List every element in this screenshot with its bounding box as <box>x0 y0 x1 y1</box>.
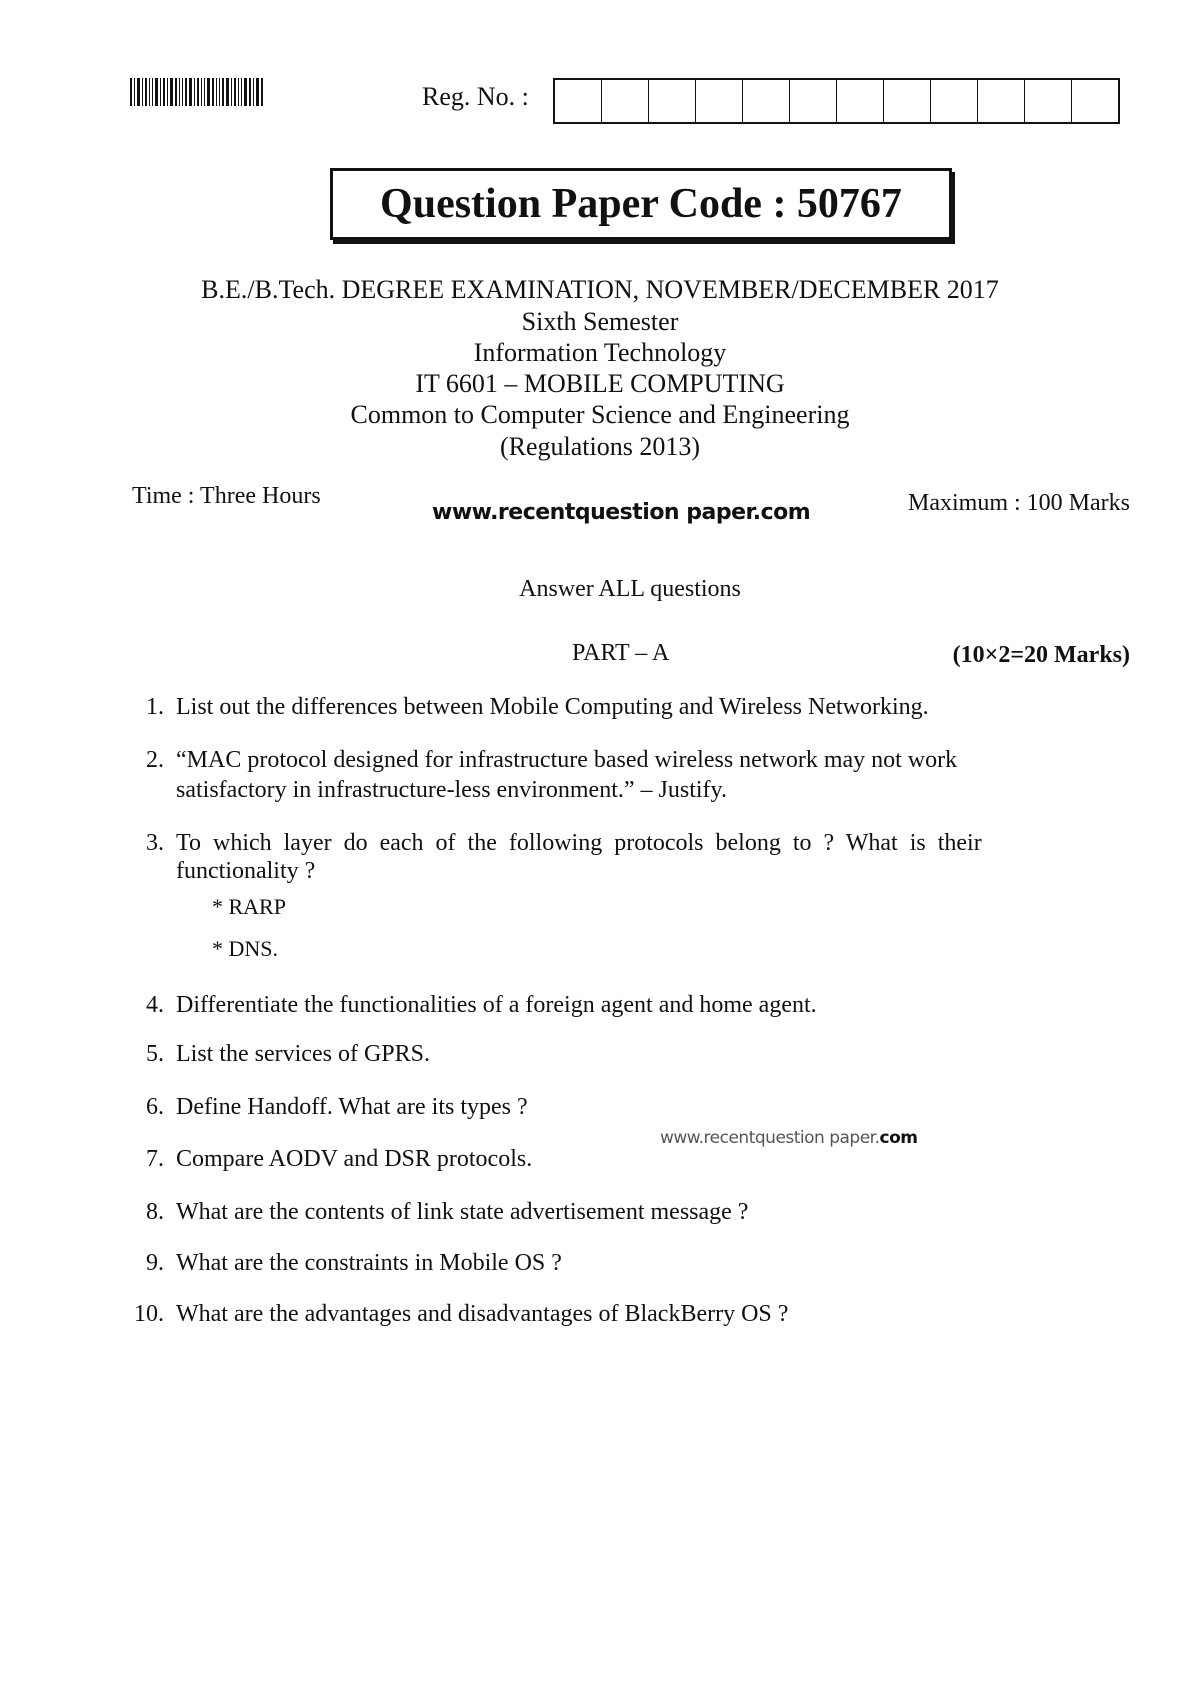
question-number: 6. <box>146 1094 164 1120</box>
watermark <box>660 1128 918 1148</box>
question-number: 2. <box>146 747 164 773</box>
protocol-item: * DNS. <box>212 936 279 961</box>
question-number: 3. <box>146 830 164 856</box>
question-text: “MAC protocol designed for infrastructure based wireless network may not work <box>176 747 958 773</box>
department: Information Technology <box>473 338 727 367</box>
reg-box[interactable] <box>884 80 931 122</box>
question-text: What are the contents of link state advertisement message ? <box>176 1199 749 1225</box>
part-title: PART – A <box>572 640 670 666</box>
question-text: Differentiate the functionalities of a foreign agent and home agent. <box>176 992 817 1018</box>
question-number: 8. <box>146 1199 164 1225</box>
question-number: 9. <box>146 1250 164 1276</box>
question-text: List out the differences between Mobile Computing and Wireless Networking. <box>176 694 929 720</box>
question-number: 5. <box>146 1041 164 1067</box>
question-text: What are the constraints in Mobile OS ? <box>176 1250 562 1276</box>
regulations: (Regulations 2013) <box>499 432 701 461</box>
question-number: 10. <box>134 1301 164 1327</box>
question-text: List the services of GPRS. <box>176 1041 430 1067</box>
common-to: Common to Computer Science and Engineering <box>350 400 850 429</box>
instruction: Answer ALL questions <box>519 576 741 602</box>
reg-no-label: Reg. No. : <box>422 82 529 111</box>
barcode <box>130 78 290 106</box>
reg-box[interactable] <box>790 80 837 122</box>
exam-title: B.E./B.Tech. DEGREE EXAMINATION, NOVEMBER/DECEMBER 2017 <box>201 275 999 304</box>
exam-time: Time : Three Hours <box>132 483 321 509</box>
question-text: To which layer do each of the following protocols belong to ? What is their <box>176 830 982 856</box>
subject: IT 6601 – MOBILE COMPUTING <box>415 369 785 398</box>
question-number: 4. <box>146 992 164 1018</box>
semester: Sixth Semester <box>521 307 679 336</box>
reg-box[interactable] <box>837 80 884 122</box>
reg-box[interactable] <box>649 80 696 122</box>
question-text: satisfactory in infrastructure-less environment.” – Justify. <box>176 777 727 803</box>
reg-box[interactable] <box>696 80 743 122</box>
protocol-item: * RARP <box>212 894 286 919</box>
watermark: www.recentquestion paper.com <box>432 500 811 525</box>
max-marks: Maximum : 100 Marks <box>908 490 1130 516</box>
watermark-prefix: www.recentquestion paper. <box>660 1128 880 1148</box>
question-text: Define Handoff. What are its types ? <box>176 1094 528 1120</box>
reg-box[interactable] <box>978 80 1025 122</box>
reg-box[interactable] <box>1025 80 1072 122</box>
question-number: 1. <box>146 694 164 720</box>
reg-no-boxes[interactable] <box>553 78 1120 124</box>
question-text: What are the advantages and disadvantages of BlackBerry OS ? <box>176 1301 789 1327</box>
reg-box[interactable] <box>602 80 649 122</box>
watermark-suffix: com <box>879 1128 918 1148</box>
reg-box[interactable] <box>931 80 978 122</box>
question-paper-code: Question Paper Code : 50767 <box>330 168 952 240</box>
reg-box[interactable] <box>1072 80 1118 122</box>
reg-box[interactable] <box>743 80 790 122</box>
question-number: 7. <box>146 1146 164 1172</box>
part-marks: (10×2=20 Marks) <box>952 642 1130 668</box>
reg-box[interactable] <box>555 80 602 122</box>
question-text: functionality ? <box>176 858 316 884</box>
question-text: Compare AODV and DSR protocols. <box>176 1146 533 1172</box>
